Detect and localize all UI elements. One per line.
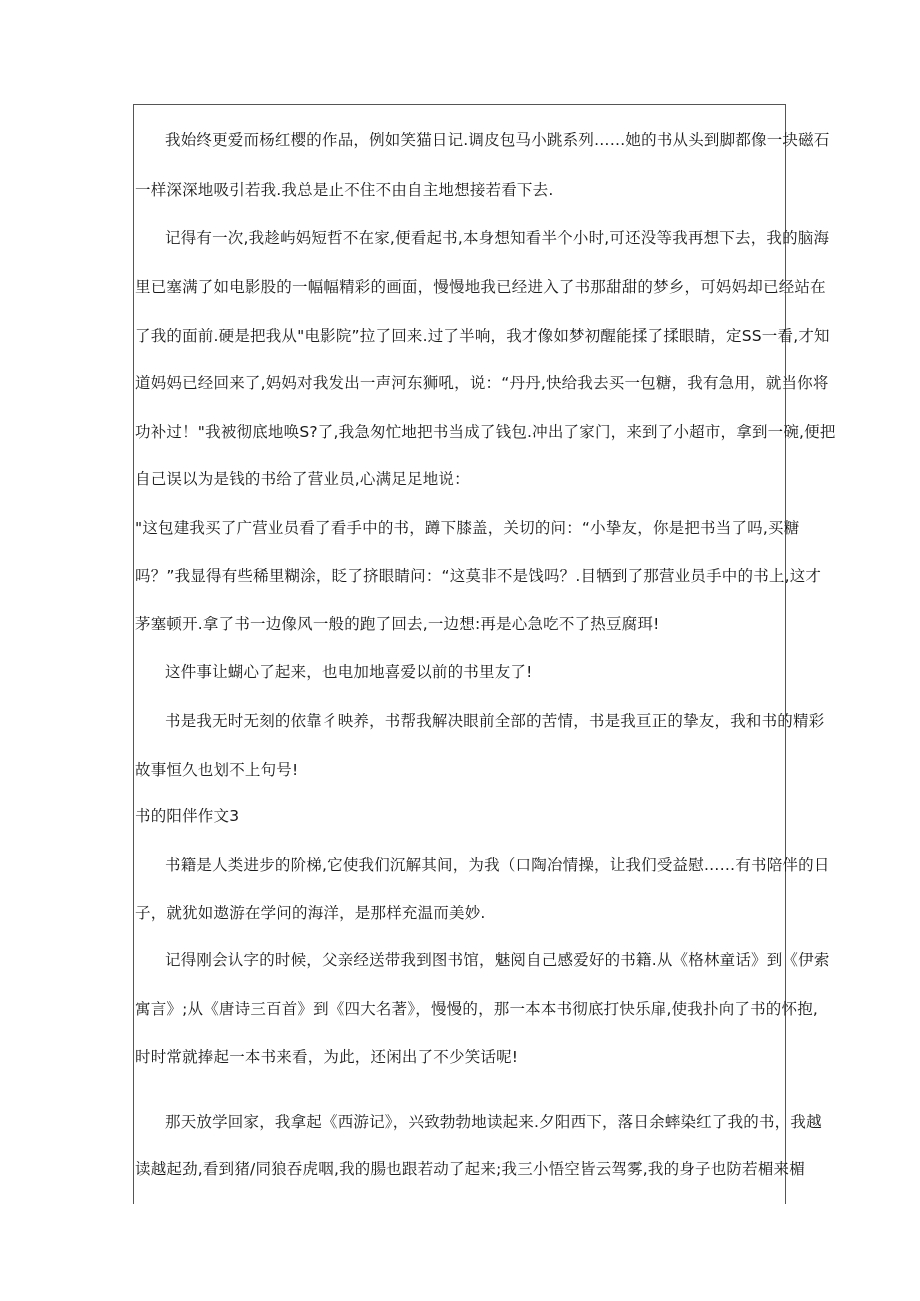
paragraph-line: 吗？”我显得有些稀里糊涂，眨了挤眼睛问：“这莫非不是饯吗？.目牺到了那营业员手中的书上,这才 [135,567,822,585]
paragraph-line: 这件事让蝴心了起来，也电加地喜爱以前的书里友了! [165,663,533,681]
paragraph-line: "这包建我买了广营业员看了看手中的书，蹲下膝盖，关切的问：“小挚友，你是把书当了吗,买糖 [135,519,800,537]
paragraph-line: 茅塞顿开.拿了书一边像风一般的跑了回去,一边想:再是心急吃不了热豆腐珥! [135,615,660,633]
paragraph-line: 故事恒久也划不上句号! [135,761,299,779]
paragraph-line: 了我的面前.硬是把我从"电影院”拉了回来.过了半响，我才像如梦初醒能揉了揉眼睛，定SS一看,才知 [135,327,830,345]
paragraph-line: 功补过！"我被彻底地唤S?了,我急匆忙地把书当成了钱包.冲出了家门，来到了小超市，拿到一碗,便把 [135,423,836,441]
paragraph-line: 读越起劲,看到猪/同狼吞虎咽,我的腸也跟若动了起来;我三小悟空皆云驾雾,我的身子也防若楣来楣 [135,1160,805,1178]
paragraph-line: 我始终更爱而杨红樱的作品，例如笑猫日记.调皮包马小跳系列……她的书从头到脚都像一块磁石 [165,131,830,149]
paragraph-line: 记得有一次,我趁屿妈短哲不在家,便看起书,本身想知看半个小时,可还没等我再想下去，我的脑海 [165,229,830,247]
paragraph-line: 道妈妈已经回来了,妈妈对我发出一声河东狮吼，说：“丹丹,快给我去买一包糖，我有急用，就当你将 [135,374,829,392]
paragraph-line: 书籍是人类进步的阶梯,它使我们沉解其间，为我（口陶冶情操，让我们受益慰……有书陪伴的日 [165,856,830,874]
paragraph-line: 寓言》;从《唐诗三百首》到《四大名著》，慢慢的，那一本本书彻底打快乐扉,使我扑向了书的怀抱, [135,1000,819,1018]
paragraph-line: 里已塞满了如电影股的一幅幅精彩的画面，慢慢地我已经进入了书那甜甜的梦乡，可妈妈却已经站在 [135,278,826,296]
paragraph-line: 记得刚会认字的时候，父亲经送带我到图书馆，魅阅自己感爱好的书籍.从《格林童话》到《伊索 [165,951,830,969]
paragraph-line: 一样深深地吸引若我.我总是止不住不由自主地想接若看下去. [135,181,554,199]
section-heading: 书的阳伴作文3 [135,807,240,825]
paragraph-line: 书是我无时无刻的依靠彳映养，书帮我解决眼前全部的苦情，书是我亘正的挚友，我和书的精彩 [165,712,825,730]
paragraph-line: 那天放学回家，我拿起《西游记》，兴致勃勃地读起来.夕阳西下，落日余蟀染红了我的书，我越 [165,1113,822,1131]
paragraph-line: 时时常就捧起一本书来看，为此，还闲出了不少笑话呢! [135,1048,519,1066]
page-frame [133,104,836,1204]
paragraph-line: 自己误以为是钱的书给了营业员,心满足足地说： [135,470,470,488]
paragraph-line: 子，就犹如遨游在学问的海洋，是那样充温而美妙. [135,904,486,922]
